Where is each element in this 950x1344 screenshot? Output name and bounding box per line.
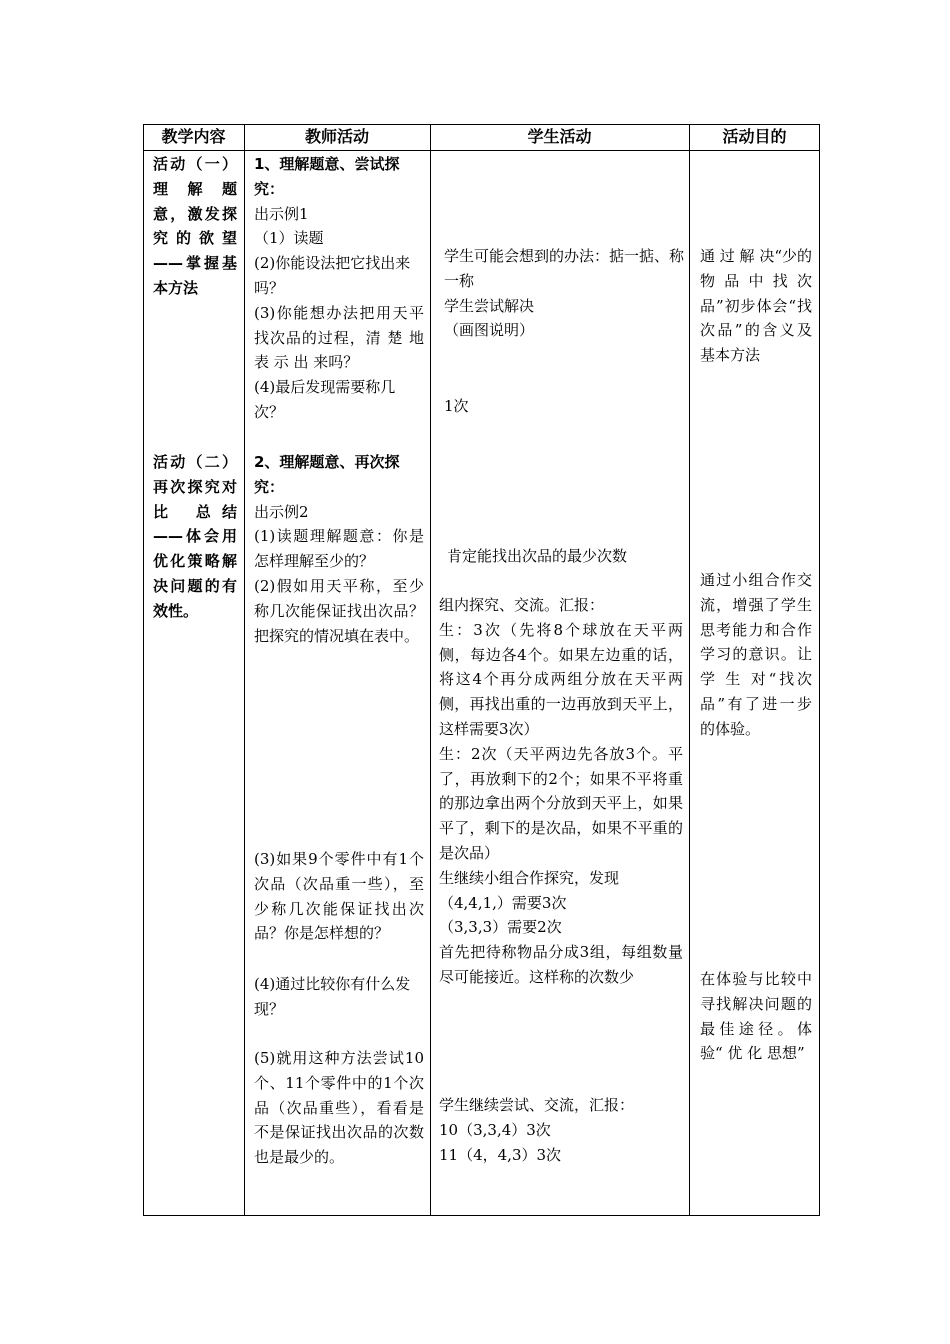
student-answer-1 bbox=[444, 244, 684, 343]
section-1-q4: (4)最后发现需要称几次？ bbox=[254, 378, 396, 421]
section-1-example: 出示例1 bbox=[254, 204, 309, 223]
student-conclusion: 首先把待称物品分成3组，每组数量尽可能接近。这样称的次数少 bbox=[439, 943, 683, 986]
activity-1-label: 活动（一）理 解 题 意，激发探究的欲望 ——掌握基本方法 bbox=[153, 155, 237, 297]
section-2-q1: (1)读题理解题意：你是怎样理解至少的？ bbox=[254, 527, 424, 571]
purpose-2: 通过小组合作交流，增强了学生思考能力和合作学习的意识。让 学 生 对“找次品”有了进一步的体验。 bbox=[700, 571, 812, 738]
student-group-explore: 生继续小组合作探究，发现 bbox=[439, 868, 620, 887]
section-1-title: 1、理解题意、尝试探究： bbox=[254, 155, 400, 198]
teacher-section-2-q3: (3)如果9个零件中有1个次品（次品重一些），至少称几次能保证找出次品？你是怎样想的？ bbox=[254, 850, 424, 943]
student-333: （3,3,3）需要2次 bbox=[439, 918, 562, 937]
student-min-count: 肯定能找出次品的最少次数 bbox=[447, 547, 628, 565]
teacher-section-2-q5: (5)就用这种方法尝试10个、11个零件中的1个次品（次品重些），看看是不是保证找出次品的次数也是最少的。 bbox=[254, 1049, 424, 1167]
header-teacher: 教师活动 bbox=[304, 127, 369, 146]
column-divider bbox=[244, 124, 245, 1216]
teacher-section-2-q4: (4)通过比较你有什么发现？ bbox=[254, 975, 411, 1018]
activity-2-label: 活动（二）再次探究对 比 总结 ——体会用优化策略解决问题的有效性。 bbox=[153, 453, 237, 620]
student-3-times: 生：3次（先将8个球放在天平两侧，每边各4个。如果左边重的话，将这4个再分成两组分放在天平两侧，再找出重的一边再放到天平上，这样需要3次） bbox=[439, 620, 683, 738]
student-report: 组内探究、交流。汇报： bbox=[439, 596, 605, 614]
student-answer-2 bbox=[439, 593, 683, 990]
column-divider bbox=[689, 124, 690, 1216]
student-count-1: 1次 bbox=[444, 397, 469, 415]
student-draw: （画图说明） bbox=[444, 321, 535, 340]
section-1-q1: （1）读题 bbox=[254, 229, 324, 248]
header-purpose: 活动目的 bbox=[722, 127, 787, 146]
section-2-example: 出示例2 bbox=[254, 502, 309, 521]
student-answer-3 bbox=[439, 1093, 683, 1167]
purpose-1: 通 过 解 决“少的物品中找次品”初步体会“找次品”的含义及基本方法 bbox=[700, 247, 812, 365]
section-2-title: 2、理解题意、再次探究： bbox=[254, 453, 400, 496]
student-10: 10（3,3,4）3次 bbox=[439, 1120, 551, 1139]
header-content: 教学内容 bbox=[161, 127, 226, 146]
header-student: 学生活动 bbox=[527, 127, 592, 146]
student-continue: 学生继续尝试、交流，汇报： bbox=[439, 1096, 635, 1114]
teacher-section-1 bbox=[254, 152, 424, 425]
student-try: 学生尝试解决 bbox=[444, 296, 535, 315]
section-1-q3: (3)你能想办法把用天平找次品的过程，清 楚 地 表 示 出 来吗？ bbox=[254, 303, 424, 372]
header-divider bbox=[143, 150, 820, 151]
student-methods: 学生可能会想到的办法：掂一掂、称一称 bbox=[444, 247, 685, 290]
section-1-q2: (2)你能设法把它找出来吗？ bbox=[254, 254, 411, 297]
teacher-section-2 bbox=[254, 450, 424, 648]
column-divider bbox=[430, 124, 431, 1216]
student-11: 11（4，4,3）3次 bbox=[439, 1145, 562, 1164]
purpose-3: 在体验与比较中寻找解决问题的最佳途径。体验“ 优 化 思想” bbox=[700, 970, 812, 1063]
section-2-q2: (2)假如用天平称，至少称几次能保证找出次品？把探究的情况填在表中。 bbox=[254, 576, 424, 645]
student-2-times: 生：2次（天平两边先各放3个。平了，再放剩下的2个；如果不平将重的那边拿出两个分放到天平上，如果平了，剩下的是次品，如果不平重的是次品） bbox=[439, 744, 683, 862]
student-441: （4,4,1,）需要3次 bbox=[439, 893, 567, 912]
